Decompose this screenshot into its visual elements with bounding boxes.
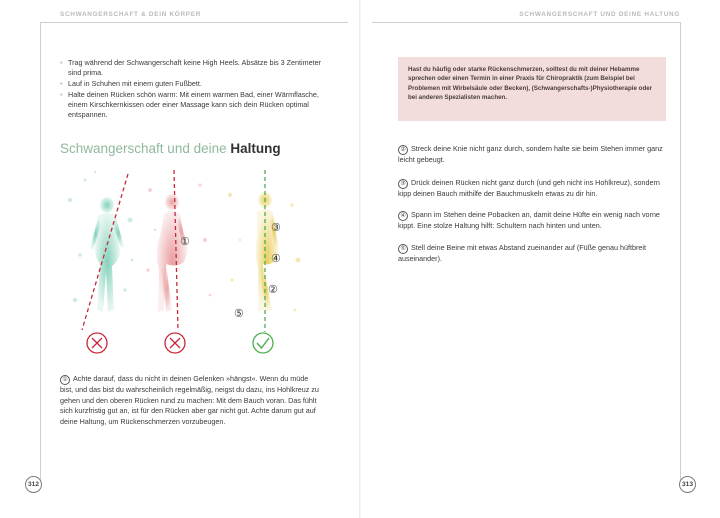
marker-1: ①: [180, 236, 190, 248]
step-item: [398, 144, 663, 166]
right-frame-rule: [680, 22, 681, 482]
book-gutter: [359, 0, 361, 518]
running-head-left: SCHWANGERSCHAFT & DEIN KÖRPER: [60, 11, 202, 18]
marker-2: ②: [268, 284, 278, 296]
step-text: Streck deine Knie nicht ganz durch, sondern halte sie beim Stehen immer ganz leicht gebeugt.: [398, 144, 663, 164]
page-number-right: 313: [679, 476, 696, 493]
wrong-mark-icon: [87, 333, 107, 353]
paragraph-number: ①: [60, 375, 70, 385]
step-number: ②: [398, 145, 408, 155]
step-number: ③: [398, 179, 408, 189]
left-top-rule: [40, 22, 348, 23]
step-item: [398, 210, 663, 232]
step-number: ⑤: [398, 244, 408, 254]
page-number-left: 312: [25, 476, 42, 493]
figure-wrong-posture-1: [90, 197, 124, 312]
step-item: [398, 178, 663, 200]
figure-wrong-posture-2: [157, 194, 188, 312]
tips-list: [60, 58, 322, 121]
list-item: • Trag während der Schwangerschaft keine High Heels. Absätze bis 3 Zentimeter sind prima.: [60, 58, 322, 78]
wrong-mark-icon: [165, 333, 185, 353]
left-frame-rule: [40, 22, 41, 482]
paragraph-text: Achte darauf, dass du nicht in deinen Gelenken »hängst«. Wenn du müde bist, und das bist du wahrscheinlich regelmäßig, neigst du dazu, ins Hohlkreuz zu gehen und den oberen Rücken rund zu machen: Mit dem Bauch voran. Das fühlt sich kurzfristig gut an, ist für den Rücken aber gar nicht gut. Achte darum gut auf deine Haltung, um Rückenschmerzen vorzubeugen.: [60, 374, 319, 426]
step-number: ④: [398, 211, 408, 221]
step-item: [398, 243, 663, 265]
callout-text: Hast du häufig oder starke Rückenschmerzen, solltest du mit deiner Hebamme sprechen oder einen Termin in einer Praxis für Chiropraktik (zum Beispiel bei Problemen mit Wirbelsäule oder Becken), (Schwangerschafts-)Physiotherapie oder bei anderen Spezialisten machen.: [408, 66, 653, 101]
step-text: Stell deine Beine mit etwas Abstand zueinander auf (Füße genau hüftbreit auseinander).: [398, 243, 646, 263]
marker-3: ③: [271, 222, 281, 234]
warning-callout: [398, 57, 666, 121]
step-text: Spann im Stehen deine Pobacken an, damit deine Hüfte ein wenig nach vorne kippt. Eine stolze Haltung hilft: Schultern nach hinten und unten.: [398, 210, 660, 230]
list-item: • Lauf in Schuhen mit einem guten Fußbett.: [60, 79, 322, 89]
step-text: Drück deinen Rücken nicht ganz durch (und geh nicht ins Hohlkreuz), sondern kipp deinen Bauch mithilfe der Bauchmuskeln etwas zu dir hin.: [398, 178, 660, 198]
section-title: [60, 141, 281, 156]
marker-4: ④: [271, 253, 281, 265]
check-mark-icon: [253, 333, 273, 353]
posture-illustration: [60, 160, 310, 360]
right-top-rule: [372, 22, 680, 23]
section-title-part: Schwangerschaft und deine: [60, 141, 227, 156]
list-item: • Halte deinen Rücken schön warm: Mit einem warmen Bad, einer Wärmflasche, einem Kirschkernkissen oder einer Massage kann sich dein Rücken optimal entspannen.: [60, 90, 322, 120]
running-head-right: SCHWANGERSCHAFT UND DEINE HALTUNG: [519, 11, 680, 18]
posture-paragraph: [60, 374, 322, 427]
marker-5: ⑤: [234, 308, 244, 320]
section-title-emphasis: Haltung: [230, 141, 281, 156]
